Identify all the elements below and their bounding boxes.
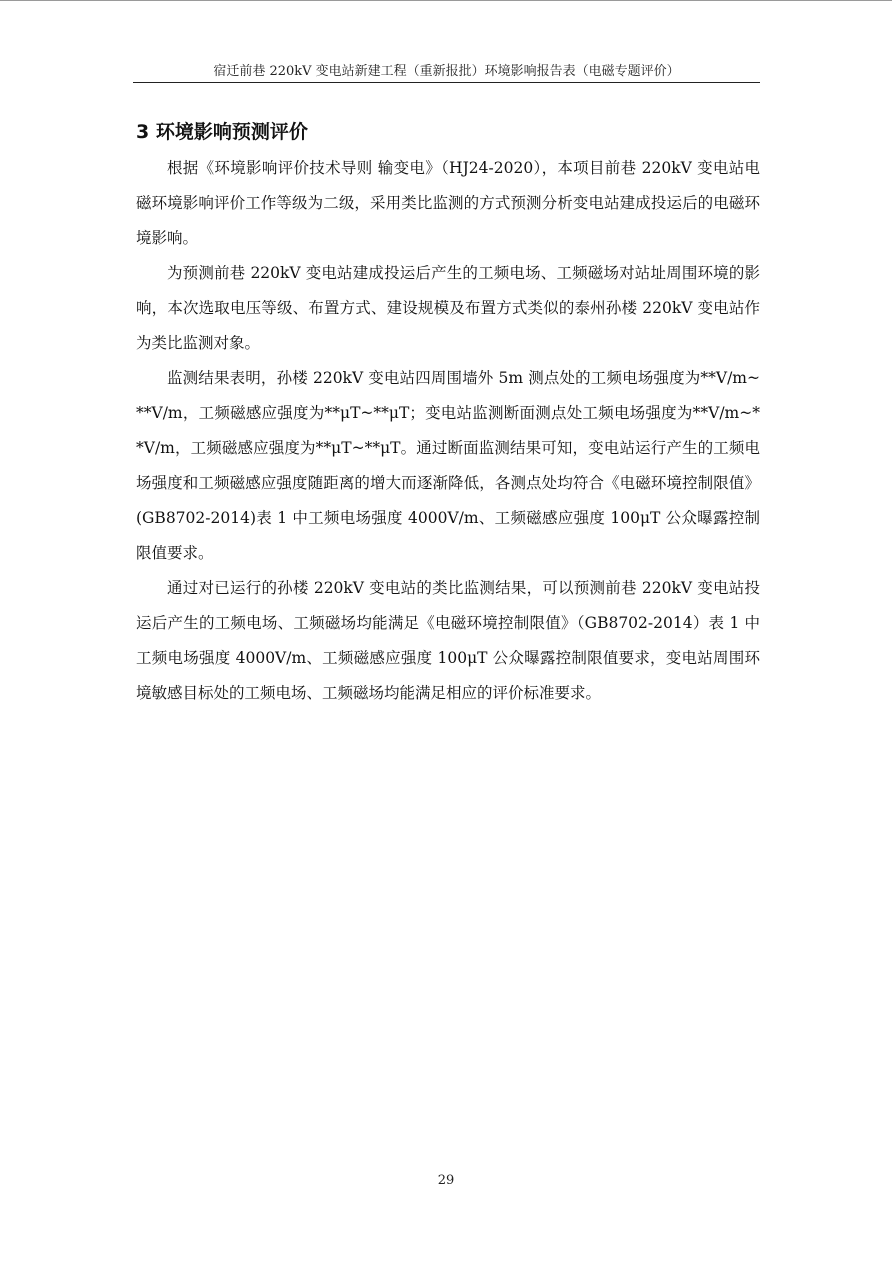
section-title: 3 环境影响预测评价 [136, 121, 308, 143]
paragraph-prediction-conclusion: 通过对已运行的孙楼 220kV 变电站的类比监测结果，可以预测前巷 220kV 变电站投运后产生的工频电场、工频磁场均能满足《电磁环境控制限值》（GB8702-2014）表 1 中工频电场强度 4000V/m、工频磁感应强度 100μT 公众曝露控制限值要求，变电站周围环境敏感目标处的工频电场、工频磁场均能满足相应的评价标准要求。 [136, 579, 760, 702]
paragraph-monitoring-results: 监测结果表明，孙楼 220kV 变电站四周围墙外 5m 测点处的工频电场强度为**V/m~**V/m，工频磁感应强度为**μT~**μT；变电站监测断面测点处工频电场强度为**V/m~**V/m，工频磁感应强度为**μT~**μT。通过断面监测结果可知，变电站运行产生的工频电场强度和工频磁感应强度随距离的增大而逐渐降低，各测点处均符合《电磁环境控制限值》(GB8702-2014)表 1 中工频电场强度 4000V/m、工频磁感应强度 100μT 公众曝露控制限值要求。 [136, 369, 760, 562]
running-header: 宿迁前巷 220kV 变电站新建工程（重新报批）环境影响报告表（电磁专题评价） [213, 64, 680, 79]
paragraph-evaluation-basis: 根据《环境影响评价技术导则 输变电》（HJ24-2020），本项目前巷 220kV 变电站电磁环境影响评价工作等级为二级，采用类比监测的方式预测分析变电站建成投运后的电磁环境影响。 [136, 159, 760, 247]
header-rule [133, 82, 760, 83]
page-number: 29 [437, 1173, 455, 1188]
document-body [136, 117, 760, 711]
page-top-border [0, 0, 892, 1]
paragraph-analog-selection: 为预测前巷 220kV 变电站建成投运后产生的工频电场、工频磁场对站址周围环境的影响，本次选取电压等级、布置方式、建设规模及布置方式类似的泰州孙楼 220kV 变电站作为类比监测对象。 [136, 264, 760, 352]
